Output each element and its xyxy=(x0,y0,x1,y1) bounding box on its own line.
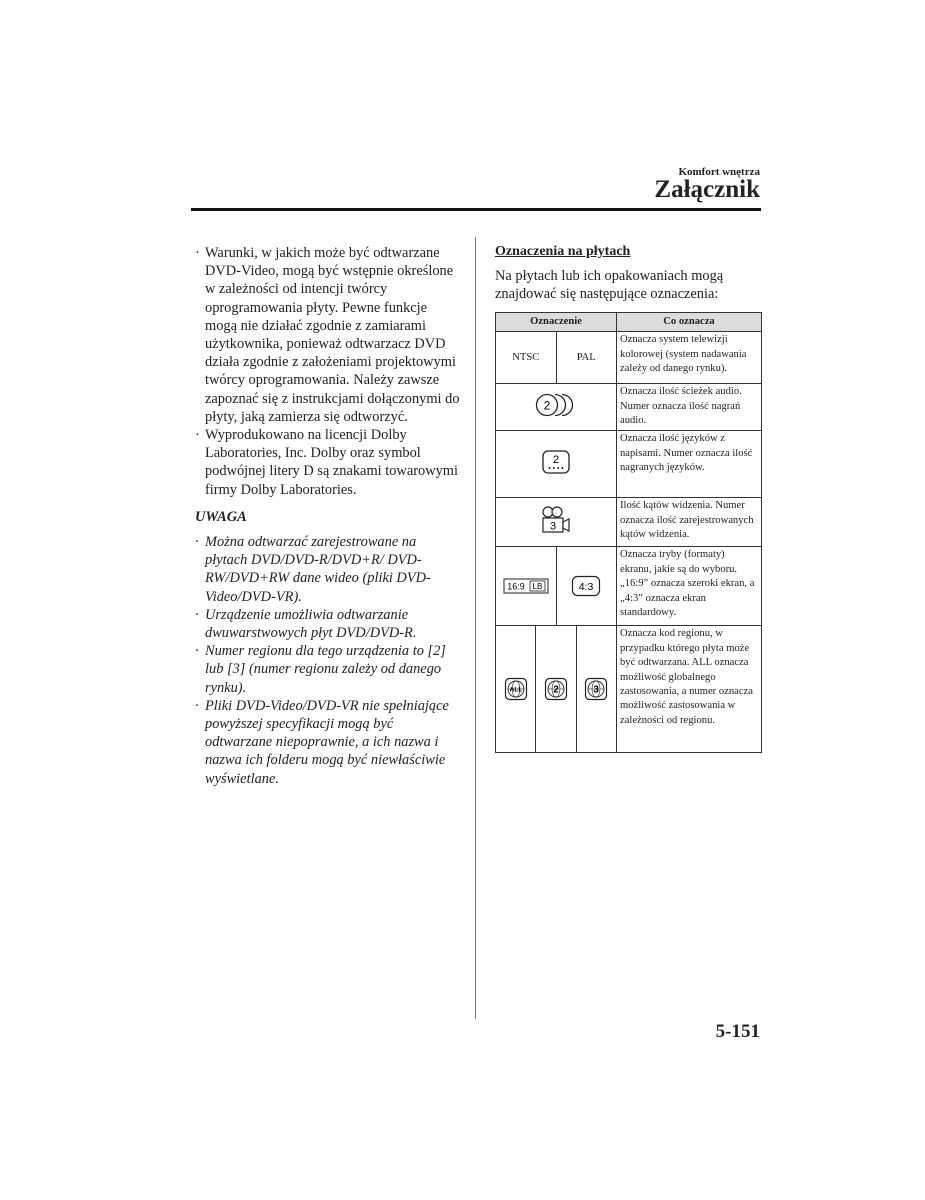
note-text: Numer regionu dla tego urządzenia to [2] lub [3] (numer regionu zależy od danego rynku). xyxy=(205,643,446,696)
mark-cell xyxy=(496,431,617,498)
right-column xyxy=(495,244,761,753)
camera-angle-number: 3 xyxy=(549,520,557,533)
disc-marks-table xyxy=(495,312,762,753)
audio-tracks-number: 2 xyxy=(543,398,551,413)
widescreen-label: 16:9 xyxy=(506,581,525,592)
table-row xyxy=(496,498,762,547)
camera-angle-icon xyxy=(540,505,572,535)
note-text: Można odtwarzać zarejestrowane na płytach DVD/DVD-R/DVD+R/ DVD-RW/DVD+RW dane wideo (pliki DVD-Video/DVD-VR). xyxy=(205,534,431,605)
region-2-icon xyxy=(544,677,568,701)
page-number: 5-151 xyxy=(715,1021,760,1042)
region-2-label: 2 xyxy=(553,684,559,696)
section-intro: Na płytach lub ich opakowaniach mogą znajdować się następujące oznaczenia: xyxy=(495,268,724,303)
mark-cell xyxy=(496,384,617,431)
subtitle-number: 2 xyxy=(552,453,560,466)
note-item: · Numer regionu dla tego urządzenia to [2] lub [3] (numer regionu zależy od danego rynku). xyxy=(195,643,446,696)
note-item: · Urządzenie umożliwia odtwarzanie dwuwarstwowych płyt DVD/DVD-R. xyxy=(195,606,417,642)
mark-cell xyxy=(496,332,617,384)
note-title: UWAGA xyxy=(195,508,247,525)
meaning-cell: Oznacza kod regionu, w przypadku którego płyta może być odtwarzana. ALL oznacza możliwość globalnego zastosowania, a numer oznacza możliwość zastosowania w zależności od regionu. xyxy=(617,626,762,753)
column-divider xyxy=(475,237,476,1019)
subtitle-icon xyxy=(541,449,571,475)
page-title: Załącznik xyxy=(654,176,760,203)
table-row xyxy=(496,431,762,498)
letterbox-label: LB xyxy=(532,582,543,592)
left-column xyxy=(195,244,460,788)
table-header-row xyxy=(496,313,762,332)
header-rule xyxy=(191,208,761,211)
table-row xyxy=(496,547,762,626)
meaning-cell: Oznacza ilość języków z napisami. Numer oznacza ilość nagranych języków. xyxy=(617,431,762,498)
section-label: Komfort wnętrza xyxy=(678,166,760,178)
audio-tracks-icon xyxy=(533,392,579,418)
standard-screen-icon xyxy=(571,575,601,597)
meaning-cell: Oznacza tryby (formaty) ekranu, jakie są do wyboru. „16:9” oznacza szeroki ekran, a „4:3” oznacza ekran standardowy. xyxy=(617,547,762,626)
mark-cell xyxy=(496,498,617,547)
bullet-item: · Wyprodukowano na licencji Dolby Laboratories, Inc. Dolby oraz symbol podwójnej litery D są znakami towarowymi firmy Dolby Laboratories. xyxy=(195,427,458,498)
bullet-text: Warunki, w jakich może być odtwarzane DVD-Video, mogą być wstępnie określone w zależności od intencji twórcy oprogramowania płyty. Pewne funkcje mogą nie działać zgodnie z zamiarami użytkownika, ponieważ odtwarzacz DVD działa zgodnie z założeniami projektowymi twórcy oprogramowania. Należy zawsze zapoznać się z instrukcjami dołączonymi do płyty, jaką zamierza się odtworzyć. xyxy=(205,245,460,425)
mark-cell xyxy=(496,547,617,626)
widescreen-icon xyxy=(503,578,549,594)
note-text: Pliki DVD-Video/DVD-VR nie spełniające powyższej specyfikacji mogą być odtwarzane niepoprawnie, a ich nazwa i nazwa ich folderu mogą być niewłaściwie wyświetlane. xyxy=(205,697,449,787)
section-title: Oznaczenia na płytach xyxy=(495,244,631,259)
ntsc-label: NTSC xyxy=(512,351,540,363)
region-all-icon xyxy=(504,677,528,701)
table-row xyxy=(496,332,762,384)
pal-label: PAL xyxy=(556,332,617,383)
bullet-text: Wyprodukowano na licencji Dolby Laboratories, Inc. Dolby oraz symbol podwójnej litery D są znakami towarowymi firmy Dolby Laboratories. xyxy=(205,427,458,498)
meaning-cell: Ilość kątów widzenia. Numer oznacza ilość zarejestrowanych kątów widzenia. xyxy=(617,498,762,547)
note-item: · Można odtwarzać zarejestrowane na płytach DVD/DVD-R/DVD+R/ DVD-RW/DVD+RW dane wideo (pliki DVD-Video/DVD-VR). xyxy=(195,534,431,605)
note-text: Urządzenie umożliwia odtwarzanie dwuwarstwowych płyt DVD/DVD-R. xyxy=(205,606,417,642)
region-all-label: ALL xyxy=(509,686,522,694)
table-row xyxy=(496,384,762,431)
meaning-cell: Oznacza system telewizji kolorowej (system nadawania zależy od danego rynku). xyxy=(617,332,762,384)
bullet-item: · Warunki, w jakich może być odtwarzane DVD-Video, mogą być wstępnie określone w zależności od intencji twórcy oprogramowania płyty. Pewne funkcje mogą nie działać zgodnie z zamiarami użytkownika, ponieważ odtwarzacz DVD działa zgodnie z założeniami projektowymi twórcy oprogramowania. Należy zawsze zapoznać się z instrukcjami dołączonymi do płyty, jaką zamierza się odtworzyć. xyxy=(195,245,460,425)
header-mark: Oznaczenie xyxy=(496,313,617,332)
region-3-icon xyxy=(584,677,608,701)
note-item: · Pliki DVD-Video/DVD-VR nie spełniające powyższej specyfikacji mogą być odtwarzane niepoprawnie, a ich nazwa i nazwa ich folderu mogą być niewłaściwie wyświetlane. xyxy=(195,697,449,787)
header-meaning: Co oznacza xyxy=(617,313,762,332)
standard-screen-label: 4:3 xyxy=(578,581,594,594)
table-row xyxy=(496,626,762,753)
meaning-cell: Oznacza ilość ścieżek audio. Numer oznacza ilość nagrań audio. xyxy=(617,384,762,431)
region-3-label: 3 xyxy=(593,684,600,696)
mark-cell xyxy=(496,626,617,753)
